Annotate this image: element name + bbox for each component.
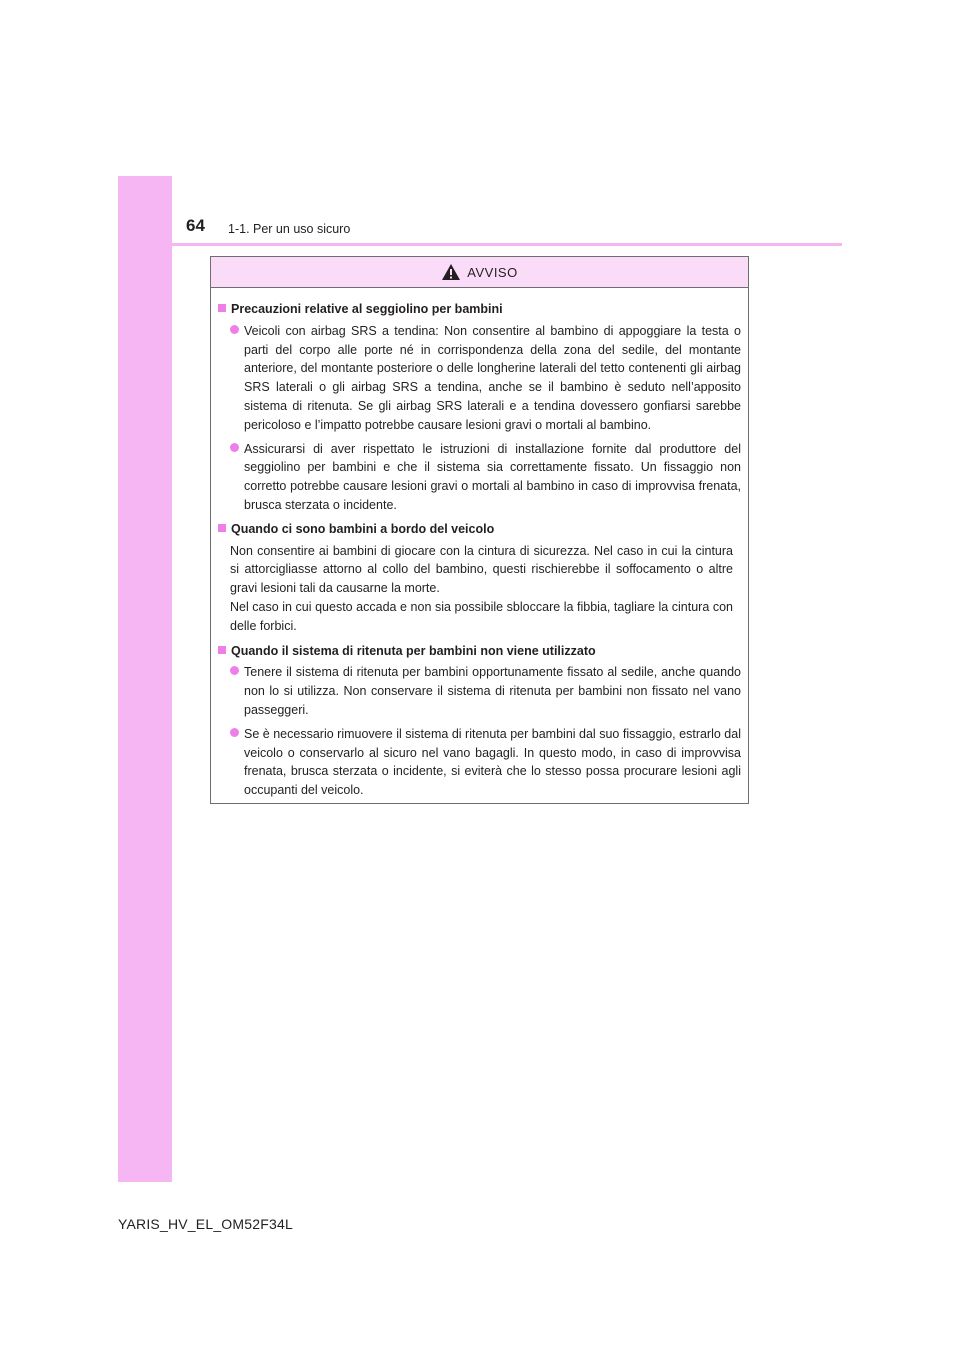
section-heading-text: Quando ci sono bambini a bordo del veicolo xyxy=(231,521,495,536)
warning-box xyxy=(210,256,749,804)
list-item xyxy=(230,440,741,515)
section-heading xyxy=(218,300,741,319)
paragraph-text: Non consentire ai bambini di giocare con la cintura di sicurezza. Nel caso in cui la cintura si attorcigliasse attorno al collo del bambino, questi rischierebbe il soffocamento o altre gravi lesioni tali da causarne la morte. xyxy=(230,543,733,596)
warning-header xyxy=(211,257,748,288)
section-title: 1-1. Per un uso sicuro xyxy=(228,222,351,236)
list-item-text: Veicoli con airbag SRS a tendina: Non consentire al bambino di appoggiare la testa o parti del corpo alle porte né in corrispondenza della zona del sedile, del montante anteriore, del montante posteriore o delle longherine laterali del tetto contenenti gli airbag SRS laterali o gli airbag SRS a tendina, anche se il bambino è seduto nell’apposito sistema di ritenuta. Se gli airbag SRS laterali e a tendina dovessero gonfiarsi sarebbe pericoloso e l’impatto potrebbe causare lesioni gravi o mortali al bambino. xyxy=(244,323,741,432)
circle-bullet-icon xyxy=(230,728,239,737)
section-children-on-board xyxy=(218,520,741,636)
square-bullet-icon xyxy=(218,304,226,312)
section-seat-precautions xyxy=(218,300,741,515)
list-item-text: Tenere il sistema di ritenuta per bambini opportunamente fissato al sedile, anche quando non lo si utilizza. Non conservare il sistema di ritenuta per bambini non fissato nel vano passeggeri. xyxy=(244,665,741,717)
header-rule xyxy=(118,243,842,246)
warning-triangle-icon xyxy=(441,263,461,281)
list-item xyxy=(230,663,741,719)
warning-title: AVVISO xyxy=(467,264,518,280)
paragraph xyxy=(230,542,733,636)
list-item xyxy=(230,725,741,800)
list-item-text: Assicurarsi di aver rispettato le istruzioni di installazione fornite dal produttore del seggiolino per bambini e che il sistema sia correttamente fissato. Un fissaggio non corretto potrebbe causare lesioni gravi o mortali al bambino in caso di improvvisa frenata, brusca sterzata o incidente. xyxy=(244,441,741,512)
warning-body xyxy=(211,288,748,800)
section-heading xyxy=(218,642,741,661)
document-code: YARIS_HV_EL_OM52F34L xyxy=(118,1216,293,1232)
section-unused-restraint xyxy=(218,642,741,800)
square-bullet-icon xyxy=(218,524,226,532)
square-bullet-icon xyxy=(218,646,226,654)
circle-bullet-icon xyxy=(230,443,239,452)
page-number: 64 xyxy=(186,216,205,235)
side-tab-band xyxy=(118,176,172,1182)
section-heading-text: Precauzioni relative al seggiolino per bambini xyxy=(231,302,503,316)
paragraph-text: Nel caso in cui questo accada e non sia possibile sbloccare la fibbia, tagliare la cintura con delle forbici. xyxy=(230,599,733,633)
list-item xyxy=(230,322,741,435)
list-item-text: Se è necessario rimuovere il sistema di ritenuta per bambini dal suo fissaggio, estrarlo dal veicolo o conservarlo al sicuro nel vano bagagli. In questo modo, in caso di improvvisa frenata, brusca sterzata o incidente, si eviterà che lo stesso possa procurare lesioni agli occupanti del veicolo. xyxy=(244,726,741,798)
section-heading xyxy=(218,520,741,539)
section-heading-text: Quando il sistema di ritenuta per bambini non viene utilizzato xyxy=(231,643,596,658)
circle-bullet-icon xyxy=(230,325,239,334)
circle-bullet-icon xyxy=(230,666,239,675)
